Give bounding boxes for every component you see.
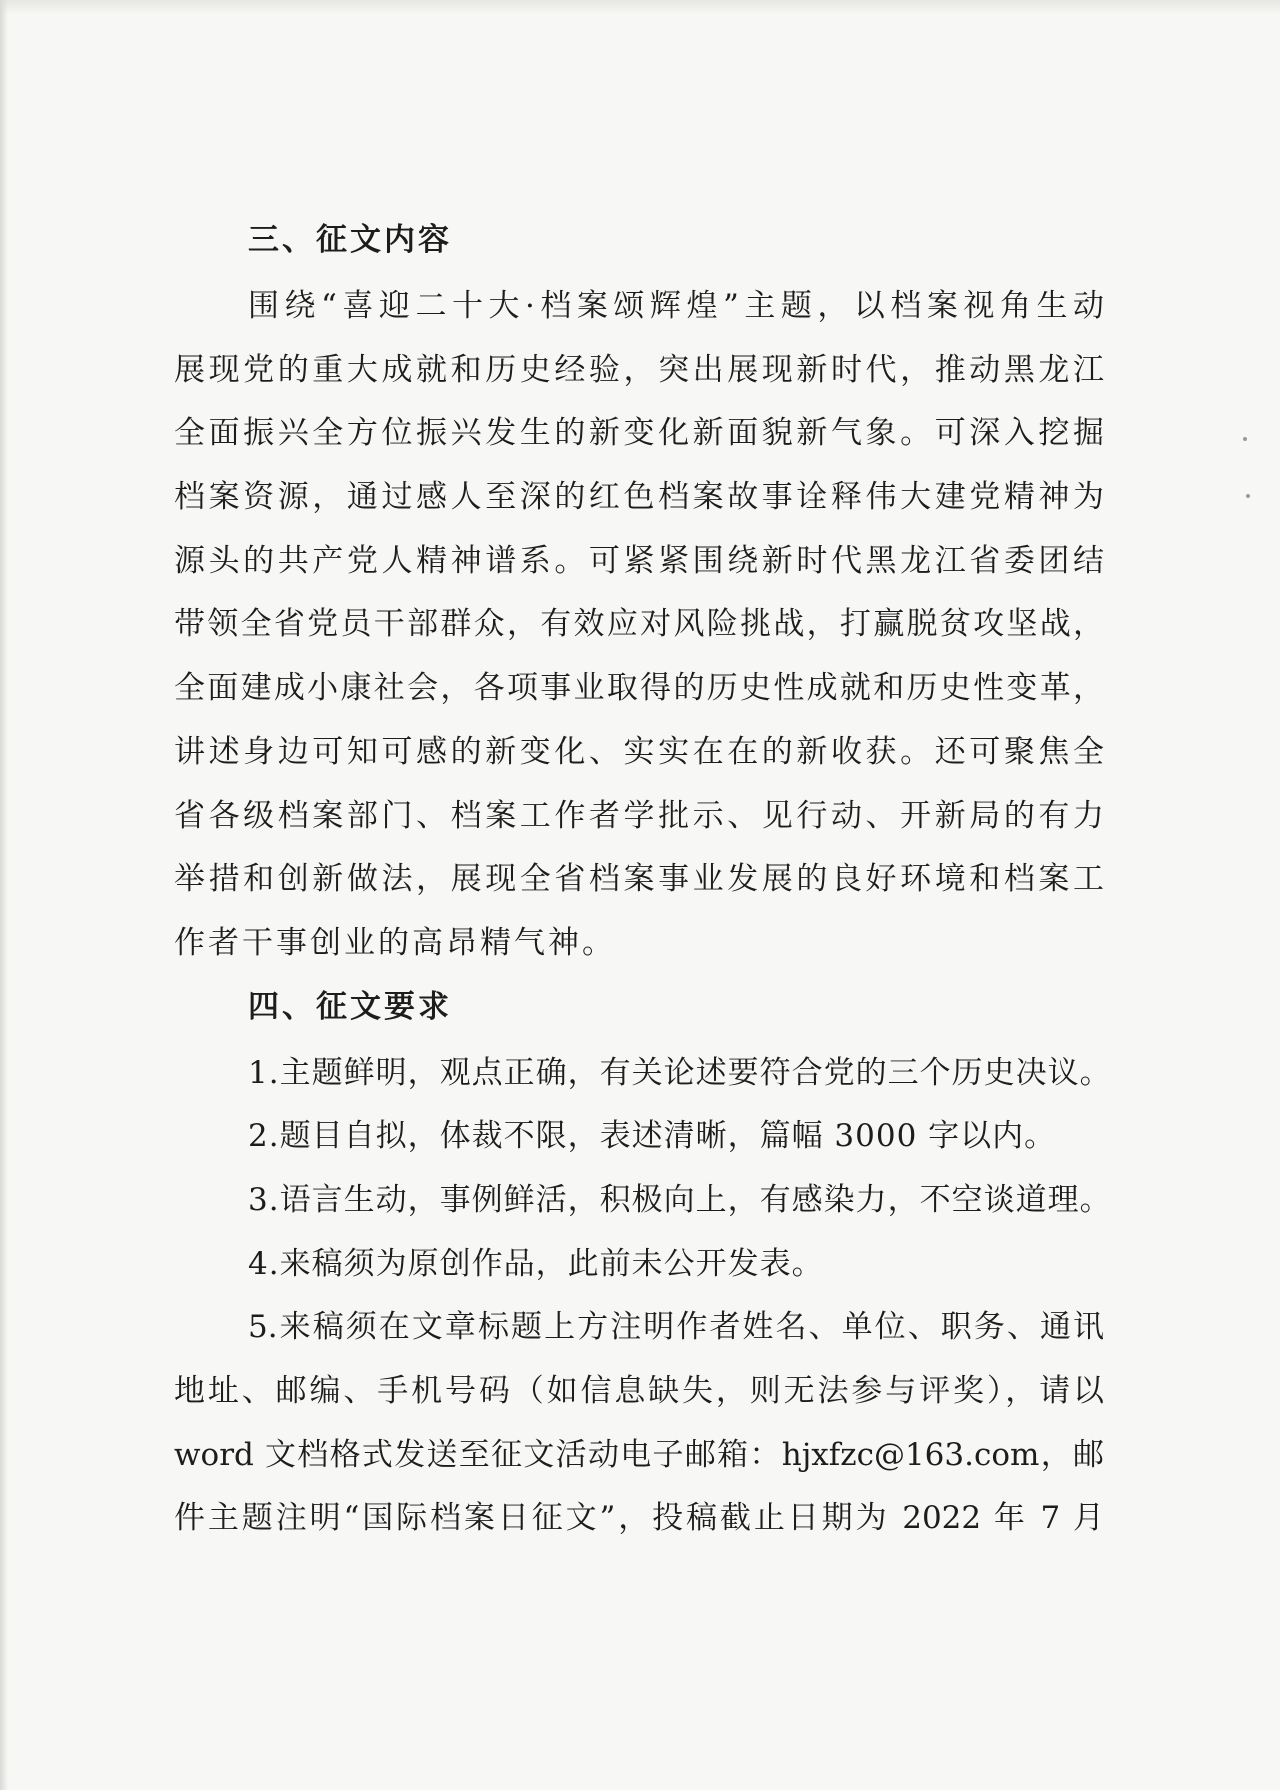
section-heading-content: 三、征文内容 xyxy=(248,222,452,258)
requirement-item-5-line: word 文档格式发送至征文活动电子邮箱：hjxfzc@163.com，邮 xyxy=(174,1437,1104,1473)
requirement-item: 2.题目自拟，体裁不限，表述清晰，篇幅 3000 字以内。 xyxy=(248,1118,1057,1154)
paragraph-line: 省各级档案部门、档案工作者学批示、见行动、开新局的有力 xyxy=(174,798,1104,834)
section-heading-requirements: 四、征文要求 xyxy=(248,989,452,1025)
paragraph-line: 档案资源，通过感人至深的红色档案故事诠释伟大建党精神为 xyxy=(174,479,1104,515)
scan-left-edge xyxy=(0,0,8,1790)
paragraph-line: 源头的共产党人精神谱系。可紧紧围绕新时代黑龙江省委团结 xyxy=(174,543,1104,579)
paragraph-line: 举措和创新做法，展现全省档案事业发展的良好环境和档案工 xyxy=(174,861,1104,897)
requirement-item: 3.语言生动，事例鲜活，积极向上，有感染力，不空谈道理。 xyxy=(248,1182,1112,1218)
requirement-item-5-line: 地址、邮编、手机号码（如信息缺失，则无法参与评奖），请以 xyxy=(174,1373,1104,1409)
paragraph-line: 作者干事创业的高昂精气神。 xyxy=(174,925,616,961)
requirement-item: 4.来稿须为原创作品，此前未公开发表。 xyxy=(248,1246,824,1282)
paragraph-line: 讲述身边可知可感的新变化、实实在在的新收获。还可聚焦全 xyxy=(174,734,1104,770)
requirement-item-5-line: 5.来稿须在文章标题上方注明作者姓名、单位、职务、通讯 xyxy=(248,1309,1104,1345)
paragraph-line: 展现党的重大成就和历史经验，突出展现新时代，推动黑龙江 xyxy=(174,352,1104,388)
scan-top-edge xyxy=(0,0,1280,14)
paragraph-line: 围绕“喜迎二十大·档案颂辉煌”主题，以档案视角生动 xyxy=(248,288,1104,324)
paragraph-line: 带领全省党员干部群众，有效应对风险挑战，打赢脱贫攻坚战， xyxy=(174,606,1104,642)
requirement-item-5-line: 件主题注明“国际档案日征文”，投稿截止日期为 2022 年 7 月 xyxy=(174,1500,1104,1536)
paragraph-line: 全面建成小康社会，各项事业取得的历史性成就和历史性变革， xyxy=(174,670,1104,706)
scan-speck xyxy=(1246,494,1250,498)
requirement-item: 1.主题鲜明，观点正确，有关论述要符合党的三个历史决议。 xyxy=(248,1055,1112,1091)
scan-speck xyxy=(1243,437,1247,441)
paragraph-line: 全面振兴全方位振兴发生的新变化新面貌新气象。可深入挖掘 xyxy=(174,415,1104,451)
